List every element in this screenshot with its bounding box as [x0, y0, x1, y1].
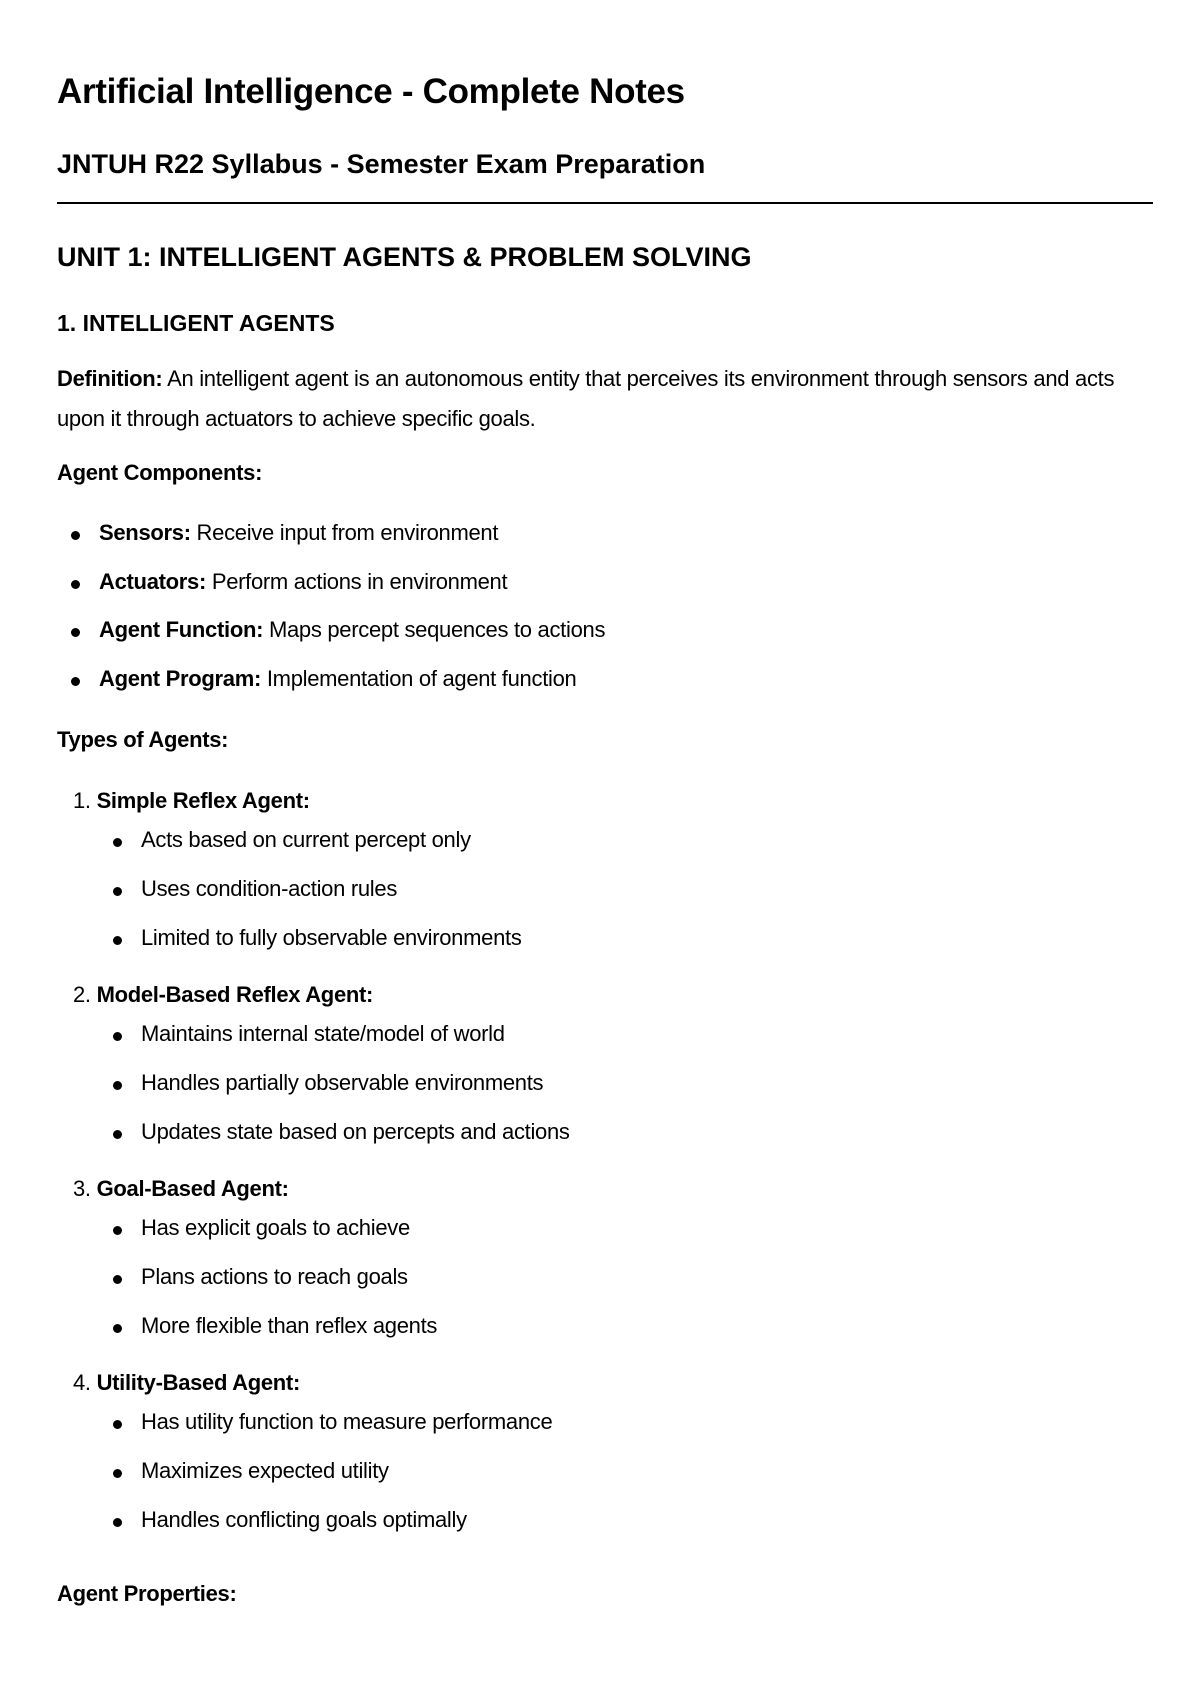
component-desc: Receive input from environment — [190, 520, 499, 545]
section-heading: 1. INTELLIGENT AGENTS — [57, 310, 335, 336]
bullet-icon — [113, 1469, 122, 1478]
agent-type-name: Model-Based Reflex Agent: — [96, 982, 374, 1007]
definition-paragraph — [57, 359, 1153, 439]
agent-type-item — [73, 982, 373, 1008]
component-item — [99, 569, 507, 595]
agent-type-number: 4. — [73, 1370, 91, 1395]
agent-type-point: Has explicit goals to achieve — [141, 1215, 410, 1240]
bullet-icon — [71, 628, 80, 637]
agent-type-point: Maintains internal state/model of world — [141, 1021, 505, 1046]
definition-text: An intelligent agent is an autonomous entity that perceives its environment through sensors and acts upon it through actuators to achieve specific goals. — [57, 366, 1115, 431]
bullet-icon — [113, 1032, 122, 1041]
bullet-icon — [113, 1081, 122, 1090]
bullet-icon — [71, 580, 80, 589]
component-desc: Perform actions in environment — [206, 569, 508, 594]
agent-type-number: 2. — [73, 982, 91, 1007]
component-item — [99, 617, 605, 643]
component-desc: Maps percept sequences to actions — [263, 617, 606, 642]
agent-type-item — [73, 1370, 300, 1396]
definition-label: Definition: — [57, 366, 163, 391]
component-term: Agent Program: — [99, 666, 262, 691]
agent-type-name: Simple Reflex Agent: — [96, 788, 310, 813]
document-subtitle: JNTUH R22 Syllabus - Semester Exam Preparation — [57, 149, 706, 179]
bullet-icon — [113, 1226, 122, 1235]
agent-type-point: Handles conflicting goals optimally — [141, 1507, 467, 1532]
agent-type-point: Plans actions to reach goals — [141, 1264, 408, 1289]
types-label: Types of Agents: — [57, 727, 229, 752]
bullet-icon — [113, 1275, 122, 1284]
component-item — [99, 666, 576, 692]
agent-type-point: Updates state based on percepts and actions — [141, 1119, 570, 1144]
agent-type-name: Utility-Based Agent: — [96, 1370, 300, 1395]
component-term: Actuators: — [99, 569, 207, 594]
agent-type-item — [73, 788, 310, 814]
agent-type-point: Handles partially observable environments — [141, 1070, 544, 1095]
agent-type-point: Limited to fully observable environments — [141, 925, 522, 950]
agent-type-point: Maximizes expected utility — [141, 1458, 389, 1483]
components-label: Agent Components: — [57, 460, 263, 485]
agent-type-number: 1. — [73, 788, 91, 813]
agent-type-point: Has utility function to measure performance — [141, 1409, 553, 1434]
unit-heading: UNIT 1: INTELLIGENT AGENTS & PROBLEM SOLVING — [57, 242, 752, 272]
bullet-icon — [71, 531, 80, 540]
bullet-icon — [113, 1324, 122, 1333]
component-term: Agent Function: — [99, 617, 264, 642]
bullet-icon — [113, 838, 122, 847]
properties-label: Agent Properties: — [57, 1581, 237, 1606]
bullet-icon — [113, 1130, 122, 1139]
bullet-icon — [113, 887, 122, 896]
document-title: Artificial Intelligence - Complete Notes — [57, 72, 685, 111]
agent-type-number: 3. — [73, 1176, 91, 1201]
agent-type-item — [73, 1176, 289, 1202]
component-desc: Implementation of agent function — [261, 666, 577, 691]
title-divider — [57, 202, 1153, 204]
bullet-icon — [113, 936, 122, 945]
bullet-icon — [113, 1420, 122, 1429]
bullet-icon — [71, 677, 80, 686]
agent-type-point: More flexible than reflex agents — [141, 1313, 438, 1338]
component-term: Sensors: — [99, 520, 191, 545]
agent-type-point: Uses condition-action rules — [141, 876, 398, 901]
agent-type-point: Acts based on current percept only — [141, 827, 471, 852]
component-item — [99, 520, 498, 546]
bullet-icon — [113, 1518, 122, 1527]
agent-type-name: Goal-Based Agent: — [96, 1176, 289, 1201]
